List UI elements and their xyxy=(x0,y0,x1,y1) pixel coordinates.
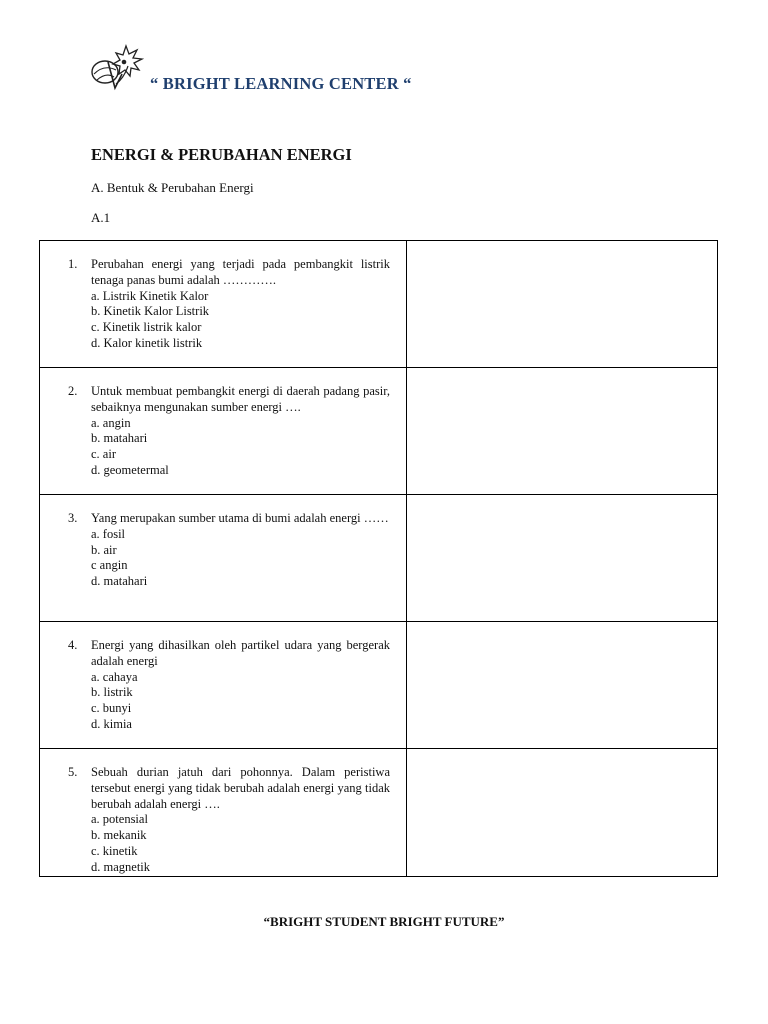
question-cell xyxy=(40,749,407,877)
question-table xyxy=(39,240,718,877)
answer-cell[interactable] xyxy=(407,749,718,877)
question-cell xyxy=(40,368,407,495)
option-a: a. fosil xyxy=(91,526,126,541)
answer-cell[interactable] xyxy=(407,241,718,368)
option-b: b. air xyxy=(91,542,117,557)
question-row xyxy=(40,622,718,749)
question-row xyxy=(40,749,718,877)
subsection-heading: A.1 xyxy=(91,210,111,225)
question-number: 3. xyxy=(68,511,78,525)
question-number: 5. xyxy=(68,765,78,779)
answer-cell[interactable] xyxy=(407,495,718,622)
question-row xyxy=(40,495,718,622)
answer-cell[interactable] xyxy=(407,368,718,495)
option-d: d. Kalor kinetik listrik xyxy=(91,335,203,350)
option-d: d. magnetik xyxy=(91,859,151,874)
question-text: Untuk membuat pembangkit energi di daerah padang pasir, sebaiknya mengunakan sumber energi …. xyxy=(91,384,390,414)
question-cell xyxy=(40,495,407,622)
option-c: c. kinetik xyxy=(91,843,138,858)
question-number: 4. xyxy=(68,638,78,652)
option-d: d. kimia xyxy=(91,716,132,731)
question-text: Yang merupakan sumber utama di bumi adalah energi …… xyxy=(91,511,389,525)
option-c: c. Kinetik listrik kalor xyxy=(91,320,202,335)
footer-motto: “BRIGHT STUDENT BRIGHT FUTURE” xyxy=(263,914,505,929)
page-title: ENERGI & PERUBAHAN ENERGI xyxy=(91,145,352,164)
option-c: c. air xyxy=(91,447,116,462)
option-a: a. cahaya xyxy=(91,669,138,684)
option-b: b. mekanik xyxy=(91,828,147,843)
question-row xyxy=(40,241,718,368)
question-text: Sebuah durian jatuh dari pohonnya. Dalam peristiwa tersebut energi yang tidak berubah adalah energi yang tidak berubah adalah energi …. xyxy=(91,765,390,811)
bright-learning-center-logo xyxy=(88,44,144,94)
option-d: d. matahari xyxy=(91,574,148,589)
question-cell xyxy=(40,241,407,368)
learning-center-name: “ BRIGHT LEARNING CENTER “ xyxy=(150,74,412,93)
option-c: c angin xyxy=(91,558,128,573)
option-b: b. listrik xyxy=(91,685,133,700)
question-number: 1. xyxy=(68,257,78,271)
option-b: b. Kinetik Kalor Listrik xyxy=(91,304,210,319)
question-text: Perubahan energi yang terjadi pada pembangkit listrik tenaga panas bumi adalah …………. xyxy=(91,257,390,287)
question-row xyxy=(40,368,718,495)
option-a: a. Listrik Kinetik Kalor xyxy=(91,288,209,303)
option-b: b. matahari xyxy=(91,431,148,446)
option-c: c. bunyi xyxy=(91,701,132,716)
question-number: 2. xyxy=(68,384,78,398)
answer-cell[interactable] xyxy=(407,622,718,749)
question-cell xyxy=(40,622,407,749)
option-d: d. geometermal xyxy=(91,462,169,477)
question-text: Energi yang dihasilkan oleh partikel udara yang bergerak adalah energi xyxy=(91,638,390,668)
section-heading: A. Bentuk & Perubahan Energi xyxy=(91,180,254,195)
option-a: a. angin xyxy=(91,415,131,430)
option-a: a. potensial xyxy=(91,812,148,827)
